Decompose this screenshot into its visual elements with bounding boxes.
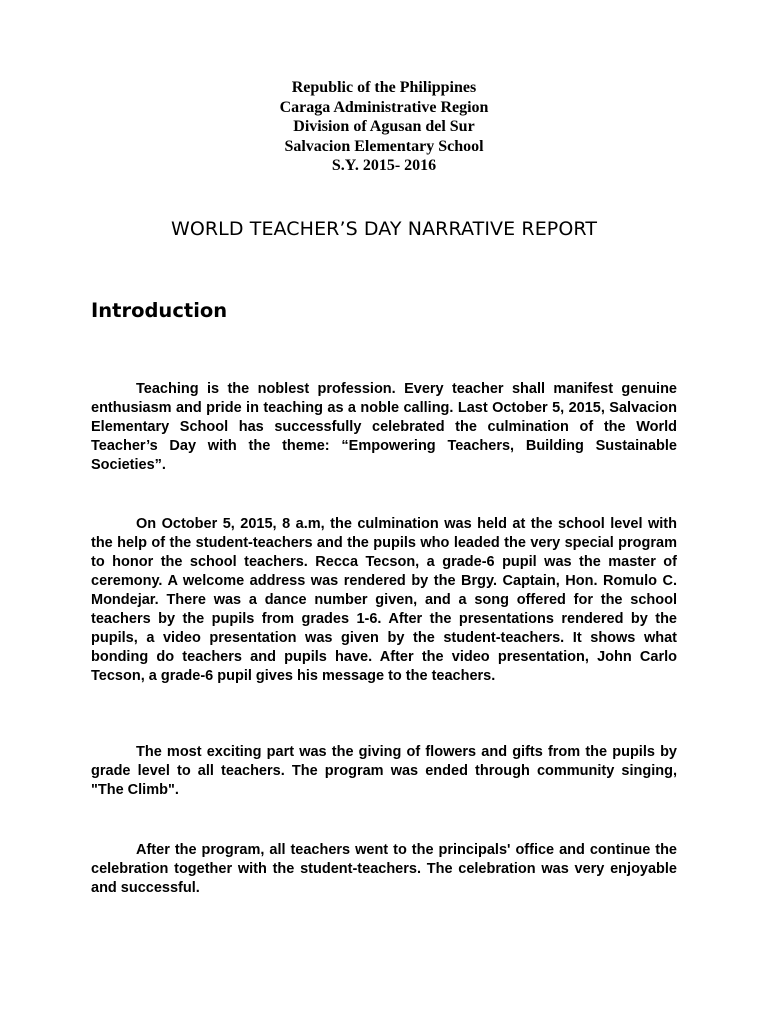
paragraph-program: On October 5, 2015, 8 a.m, the culmination was held at the school level with the help of the student-teachers and the pupils who leaded the very special program to honor the school teachers. Recca Tecson, a grade-6 pupil was the master of ceremony. A welcome address was rendered by the Brgy. Captain, Hon. Romulo C. Mondejar. There was a dance number given, and a song offered for the school teachers by the pupils from grades 1-6. After the presentations rendered by the pupils, a video presentation was given by the student-teachers. It shows what bonding do teachers and pupils have. After the video presentation, John Carlo Tecson, a grade-6 pupil gives his message to the teachers.	[91, 516, 677, 684]
paragraph-highlight: The most exciting part was the giving of flowers and gifts from the pupils by grade level to all teachers. The program was ended through community singing, "The Climb".	[91, 744, 677, 798]
section-heading-introduction: Introduction	[91, 299, 228, 322]
header-line-region: Caraga Administrative Region	[279, 98, 489, 116]
paragraph-conclusion: After the program, all teachers went to the principals' office and continue the celebration together with the student-teachers. The celebration was very enjoyable and successful.	[91, 842, 677, 896]
document-header	[0, 78, 768, 176]
paragraph-introduction: Teaching is the noblest profession. Every teacher shall manifest genuine enthusiasm and pride in teaching as a noble calling. Last October 5, 2015, Salvacion Elementary School has successfully celebrated the culmination of the World Teacher’s Day with the theme: “Empowering Teachers, Building Sustainable Societies”.	[91, 381, 677, 473]
header-line-country: Republic of the Philippines	[291, 79, 477, 96]
report-title: WORLD TEACHER’S DAY NARRATIVE REPORT	[170, 218, 598, 240]
header-line-school-year: S.Y. 2015- 2016	[331, 157, 437, 174]
header-line-division: Division of Agusan del Sur	[293, 118, 475, 135]
header-line-school: Salvacion Elementary School	[284, 137, 484, 155]
